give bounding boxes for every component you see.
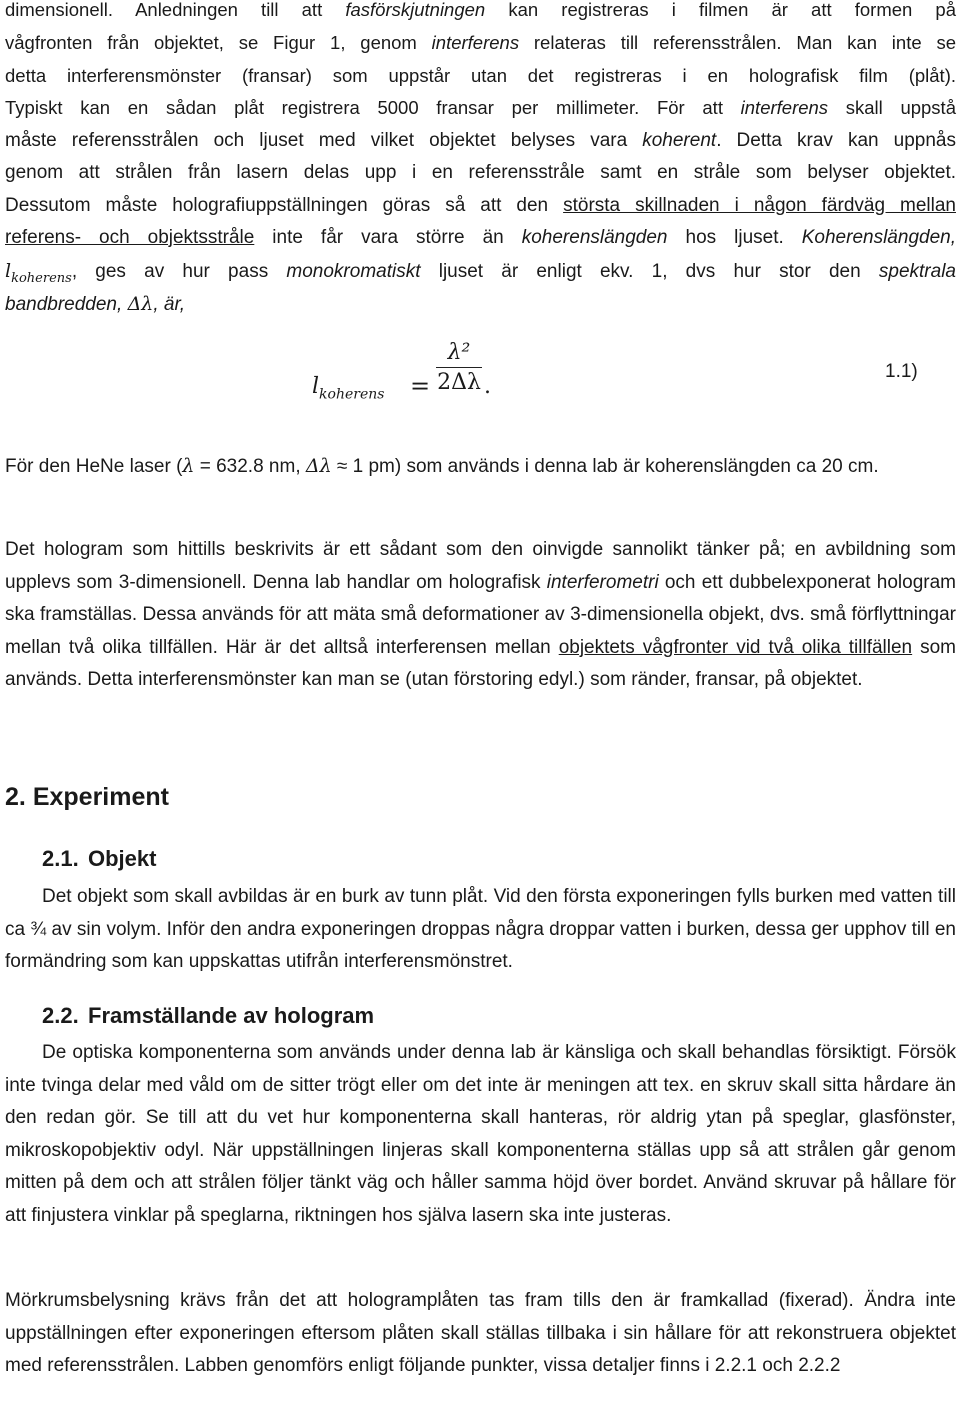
- equation-fraction: [436, 340, 482, 395]
- fraction-denominator: 2Δλ: [437, 370, 481, 395]
- equation-period: .: [484, 374, 491, 399]
- hene-paragraph: För den HeNe laser (λ = 632.8 nm, Δλ ≈ 1 pm) som används i denna lab är koherenslängden ca 20 cm.: [5, 455, 879, 477]
- text-line: $l_{koherens}$, ges av hur pass monokromatiskt ljuset är enligt ekv. 1, dvs hur stor den spektrala: [5, 260, 956, 286]
- subsection-heading-objekt: 2.1. Objekt: [42, 846, 157, 871]
- subsection-heading-hologram: 2.2. Framställande av hologram: [42, 1003, 375, 1028]
- text-line: referens- och objektsstråle inte får vara större än koherenslängden hos ljuset. Koherenslängden,: [5, 227, 956, 248]
- interferometry-paragraph: Det hologram som hittills beskrivits är ett sådant som den oinvigde sannolikt tänker på; en avbildning som upplevs som 3-dimensionell. Denna lab handlar om holografisk interferometri och ett dubbelexponerat hologram ska framställas. Dessa används för att mäta små deformationer av 3-dimensionella objekt, dvs. små förflyttningar mellan två olika tillfällen. Här är det alltså interferensen mellan objektets vågfronter vid två olika tillfällen som används. Detta interferensmönster kan man se (utan förstoring edyl.) som ränder, fransar, på objektet.: [5, 539, 956, 690]
- fraction-bar: [436, 367, 482, 368]
- equation-number: 1.1): [885, 361, 918, 382]
- text-line: Typiskt kan en sådan plåt registrera 5000 fransar per millimeter. För att interferens skall uppstå: [5, 97, 956, 118]
- fraction-numerator: λ²: [447, 340, 471, 365]
- objekt-paragraph: Det objekt som skall avbildas är en burk av tunn plåt. Vid den första exponeringen fylls burken med vatten till ca ¾ av sin volym. Inför den andra exponeringen droppas några droppar vatten i burken, dessa ger upphov till en formändring som kan uppskattas utifrån interferensmönstret.: [5, 886, 956, 972]
- equals-sign: =: [410, 372, 431, 400]
- text-line: genom att strålen från lasern delas upp i en referensstråle samt en stråle som belyser objektet.: [5, 162, 956, 183]
- coherence-length-equation: [312, 340, 952, 428]
- text-line: Dessutom måste holografiuppställningen göras så att den största skillnaden i någon färdväg mellan: [5, 195, 956, 216]
- text-line: dimensionell. Anledningen till att fasförskjutningen kan registreras i filmen är att formen på: [5, 0, 957, 20]
- text-line: vågfronten från objektet, se Figur 1, genom interferens relateras till referensstrålen. Man kan inte se: [5, 32, 956, 53]
- equation-lhs: $l_{koherens}$: [312, 374, 385, 403]
- darkroom-paragraph: Mörkrumsbelysning krävs från det att hologramplåten tas fram tills den är framkallad (fixerad). Ändra inte uppställningen efter exponeringen eftersom plåten skall ställas tillbaka i sin hållare för att rekonstruera objektet med referensstrålen. Labben genomförs enligt följande punkter, vissa detaljer finns i 2.2.1 och 2.2.2: [5, 1290, 956, 1376]
- text-line: detta interferensmönster (fransar) som uppstår utan det registreras i en holografisk film (plåt).: [5, 65, 956, 86]
- text-line: bandbredden, Δλ, är,: [5, 293, 186, 315]
- hologram-paragraph: De optiska komponenterna som används under denna lab är känsliga och skall behandlas försiktigt. Försök inte tvinga delar med våld om de sitter trögt eller om det inte är meningen att tex. en skruv skall sitta hårdare än den redan gör. Se till att du vet hur komponenterna skall hanteras, rör aldrig ytan på speglar, glasfönster, mikroskopobjektiv odyl. När uppställningen linjeras skall komponenterna ställas upp så att strålen går genom mitten på dem och att strålen följer tänkt väg och håller samma höjd över bordet. Använd skruvar på hållare för att finjustera vinklar på speglarna, riktningen hos själva lasern ska inte justeras.: [5, 1042, 956, 1226]
- section-heading-experiment: 2. Experiment: [5, 783, 169, 811]
- text-line: måste referensstrålen och ljuset med vilket objektet belyses vara koherent. Detta krav kan uppnås: [5, 130, 957, 151]
